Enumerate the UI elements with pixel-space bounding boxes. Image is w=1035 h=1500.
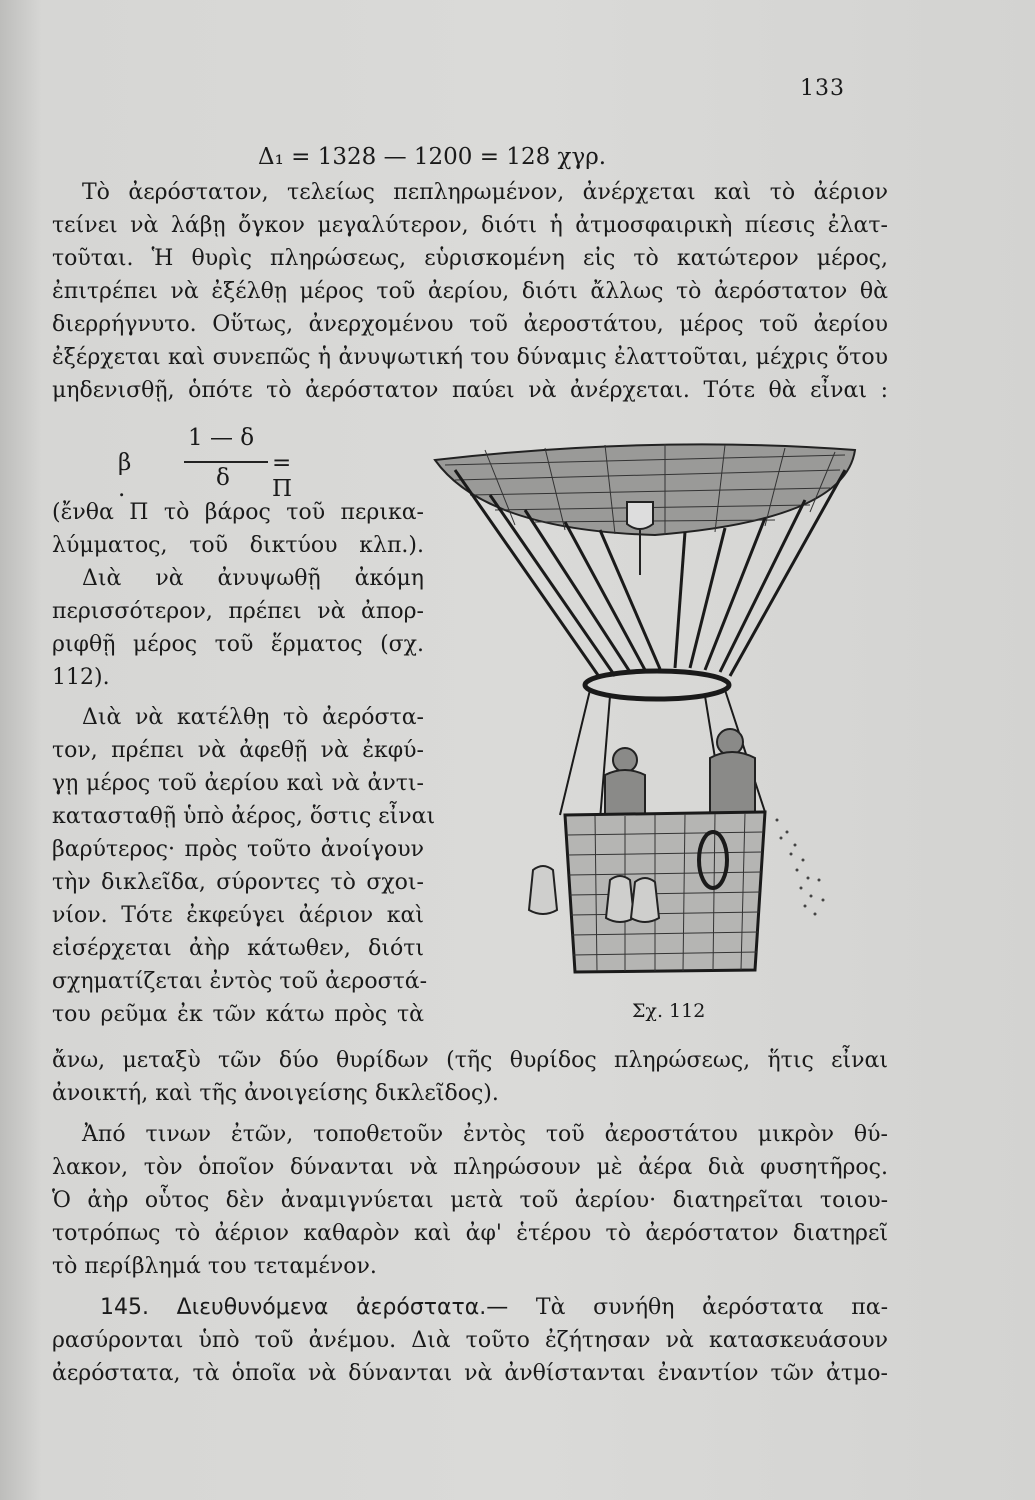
- section-line-3: ἀερόστατα, τὰ ὁποῖα νὰ δύνανται νὰ ἀνθίστανται ἐναντίον τῶν ἀτμο-: [52, 1361, 888, 1386]
- col-line-9: γῃ μέρος τοῦ ἀερίου καὶ νὰ ἀντι-: [52, 771, 424, 796]
- formula-beta: β .: [118, 450, 132, 502]
- section-line-2: ρασύρονται ὑπὸ τοῦ ἀνέμου. Διὰ τοῦτο ἐζήτησαν νὰ κατασκευάσουν: [52, 1328, 888, 1353]
- para3-line-5: τὸ περίβλημά του τεταμένον.: [52, 1254, 377, 1279]
- section-first-line: Τὰ συνήθη ἀερόστατα πα-: [535, 1295, 889, 1320]
- formula-numerator: 1 — δ: [188, 425, 255, 451]
- col-line-13: νίον. Τότε ἐκφεύγει ἀέριον καὶ: [52, 903, 424, 928]
- figure-caption: Σχ. 112: [632, 1000, 706, 1022]
- para1-line-5: διερρήγνυτο. Οὕτως, ἀνερχομένου τοῦ ἀεροστάτου, μέρος τοῦ ἀερίου: [52, 312, 888, 337]
- para3-line-3: Ὁ ἀὴρ οὗτος δὲν ἀναμιγνύεται μετὰ τοῦ ἀερίου· διατηρεῖται τοιου-: [52, 1188, 888, 1213]
- col-line-7: Διὰ νὰ κατέλθῃ τὸ ἀερόστα-: [82, 705, 424, 730]
- col-line-1: (ἔνθα Π τὸ βάρος τοῦ περικα-: [52, 500, 424, 525]
- para1-line-1: Τὸ ἀερόστατον, τελείως πεπληρωμένον, ἀνέρχεται καὶ τὸ ἀέριον: [82, 180, 888, 205]
- col-line-14: εἰσέρχεται ἀὴρ κάτωθεν, διότι: [52, 936, 424, 961]
- para3-line-4: τοτρόπως τὸ ἀέριον καθαρὸν καὶ ἀφ' ἑτέρου τὸ ἀερόστατον διατηρεῖ: [52, 1221, 888, 1246]
- col-line-16: του ρεῦμα ἐκ τῶν κάτω πρὸς τὰ: [52, 1002, 424, 1027]
- para1-line-3: τοῦται. Ἡ θυρὶς πληρώσεως, εὑρισκομένη εἰς τὸ κατώτερον μέρος,: [52, 246, 888, 271]
- col-line-5: ριφθῇ μέρος τοῦ ἕρματος (σχ.: [52, 632, 424, 657]
- para1-line-7: μηδενισθῇ, ὁπότε τὸ ἀερόστατον παύει νὰ ἀνέρχεται. Τότε θὰ εἶναι :: [52, 378, 888, 403]
- section-title: Διευθυνόμενα ἀερόστατα.—: [176, 1295, 509, 1320]
- col-line-15: σχηματίζεται ἐντὸς τοῦ ἀεροστά-: [52, 969, 428, 994]
- para2-line-2: ἀνοικτή, καὶ τῆς ἀνοιγείσης δικλεῖδος).: [52, 1081, 499, 1106]
- equation-delta: Δ₁ = 1328 — 1200 = 128 χγρ.: [258, 144, 607, 170]
- page-number: 133: [800, 76, 845, 101]
- section-number: 145.: [100, 1295, 149, 1320]
- formula-result: = Π: [272, 450, 293, 502]
- formula-denominator: δ: [216, 465, 230, 491]
- section-heading-line: [52, 1293, 888, 1323]
- col-line-3: Διὰ νὰ ἀνυψωθῇ ἀκόμη: [82, 566, 424, 591]
- para1-line-6: ἐξέρχεται καὶ συνεπῶς ἡ ἀνυψωτική του δύναμις ἐλαττοῦται, μέχρις ὅτου: [52, 345, 888, 370]
- para3-line-1: Ἀπό τινων ἐτῶν, τοποθετοῦν ἐντὸς τοῦ ἀεροστάτου μικρὸν θύ-: [82, 1122, 888, 1147]
- para3-line-2: λακον, τὸν ὁποῖον δύνανται νὰ πληρώσουν μὲ ἀέρα διὰ φυσητῆρος.: [52, 1155, 888, 1180]
- para1-line-2: τείνει νὰ λάβῃ ὄγκον μεγαλύτερον, διότι ἡ ἀτμοσφαιρικὴ πίεσις ἐλατ-: [52, 213, 888, 238]
- para1-line-4: ἐπιτρέπει νὰ ἐξέλθῃ μέρος τοῦ ἀερίου, διότι ἄλλως τὸ ἀερόστατον θὰ: [52, 279, 888, 304]
- col-line-2: λύμματος, τοῦ δικτύου κλπ.).: [52, 533, 424, 558]
- col-line-10: κατασταθῇ ὑπὸ ἀέρος, ὅστις εἶναι: [52, 804, 436, 829]
- col-line-12: τὴν δικλεῖδα, σύροντες τὸ σχοι-: [52, 870, 424, 895]
- col-line-4: περισσότερον, πρέπει νὰ ἀπορ-: [52, 599, 424, 624]
- col-line-11: βαρύτερος· πρὸς τοῦτο ἀνοίγουν: [52, 837, 424, 862]
- fraction-bar: [184, 461, 268, 463]
- balloon-illustration: [425, 440, 885, 1000]
- col-line-8: τον, πρέπει νὰ ἀφεθῇ νὰ ἐκφύ-: [52, 738, 424, 763]
- col-line-6: 112).: [52, 665, 110, 690]
- para2-line-1: ἄνω, μεταξὺ τῶν δύο θυρίδων (τῆς θυρίδος πληρώσεως, ἥτις εἶναι: [52, 1048, 888, 1073]
